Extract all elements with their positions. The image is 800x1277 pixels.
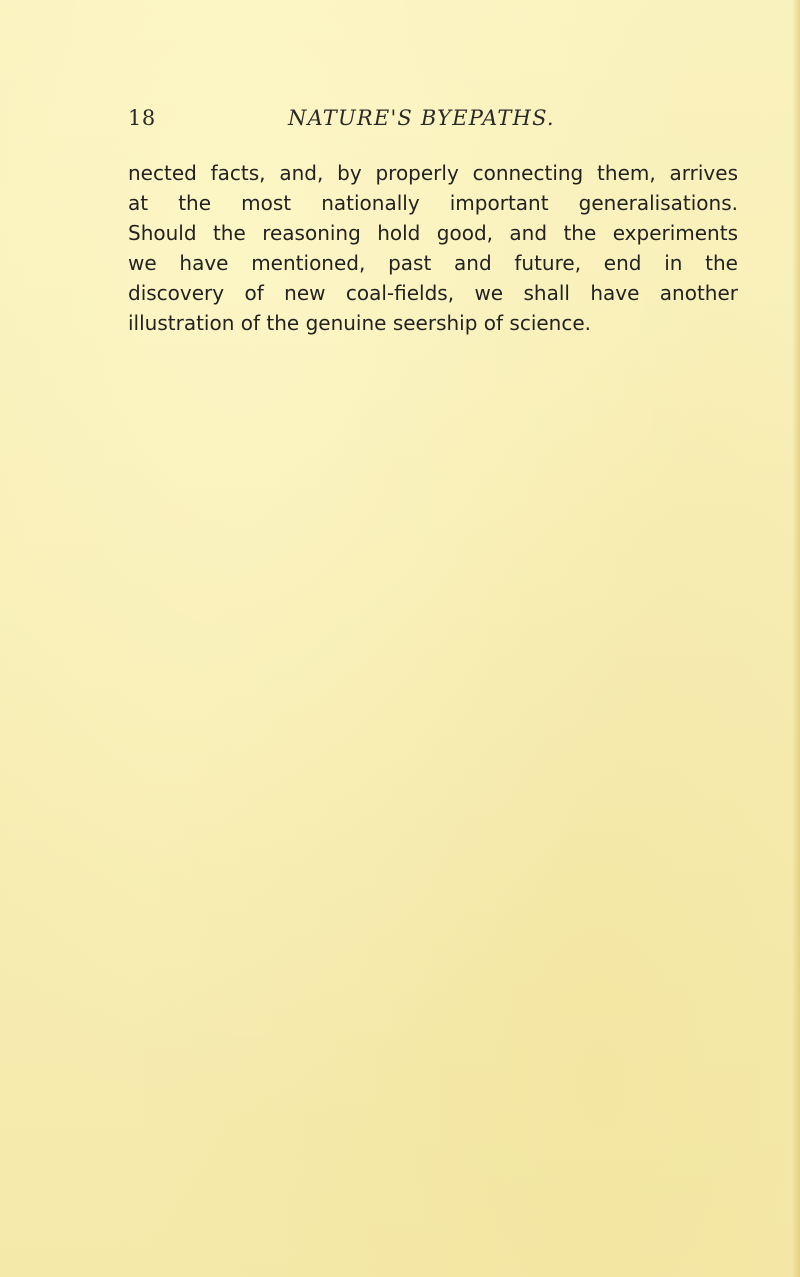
text-line: illustration of the genuine seership of science. (128, 311, 592, 335)
text-line: we have mentioned, past and future, end in the (128, 251, 738, 275)
running-title: NATURE'S BYEPATHS. (288, 106, 555, 130)
text-line: discovery of new coal-fields, we shall have another (128, 281, 738, 305)
page-edge-shadow (792, 0, 800, 1277)
running-head (128, 106, 728, 140)
page-number: 18 (128, 106, 156, 130)
body-paragraph (128, 158, 738, 338)
text-line: at the most nationally important generalisations. (128, 191, 738, 215)
text-line: nected facts, and, by properly connecting them, arrives (128, 161, 738, 185)
text-line: Should the reasoning hold good, and the experiments (128, 221, 738, 245)
